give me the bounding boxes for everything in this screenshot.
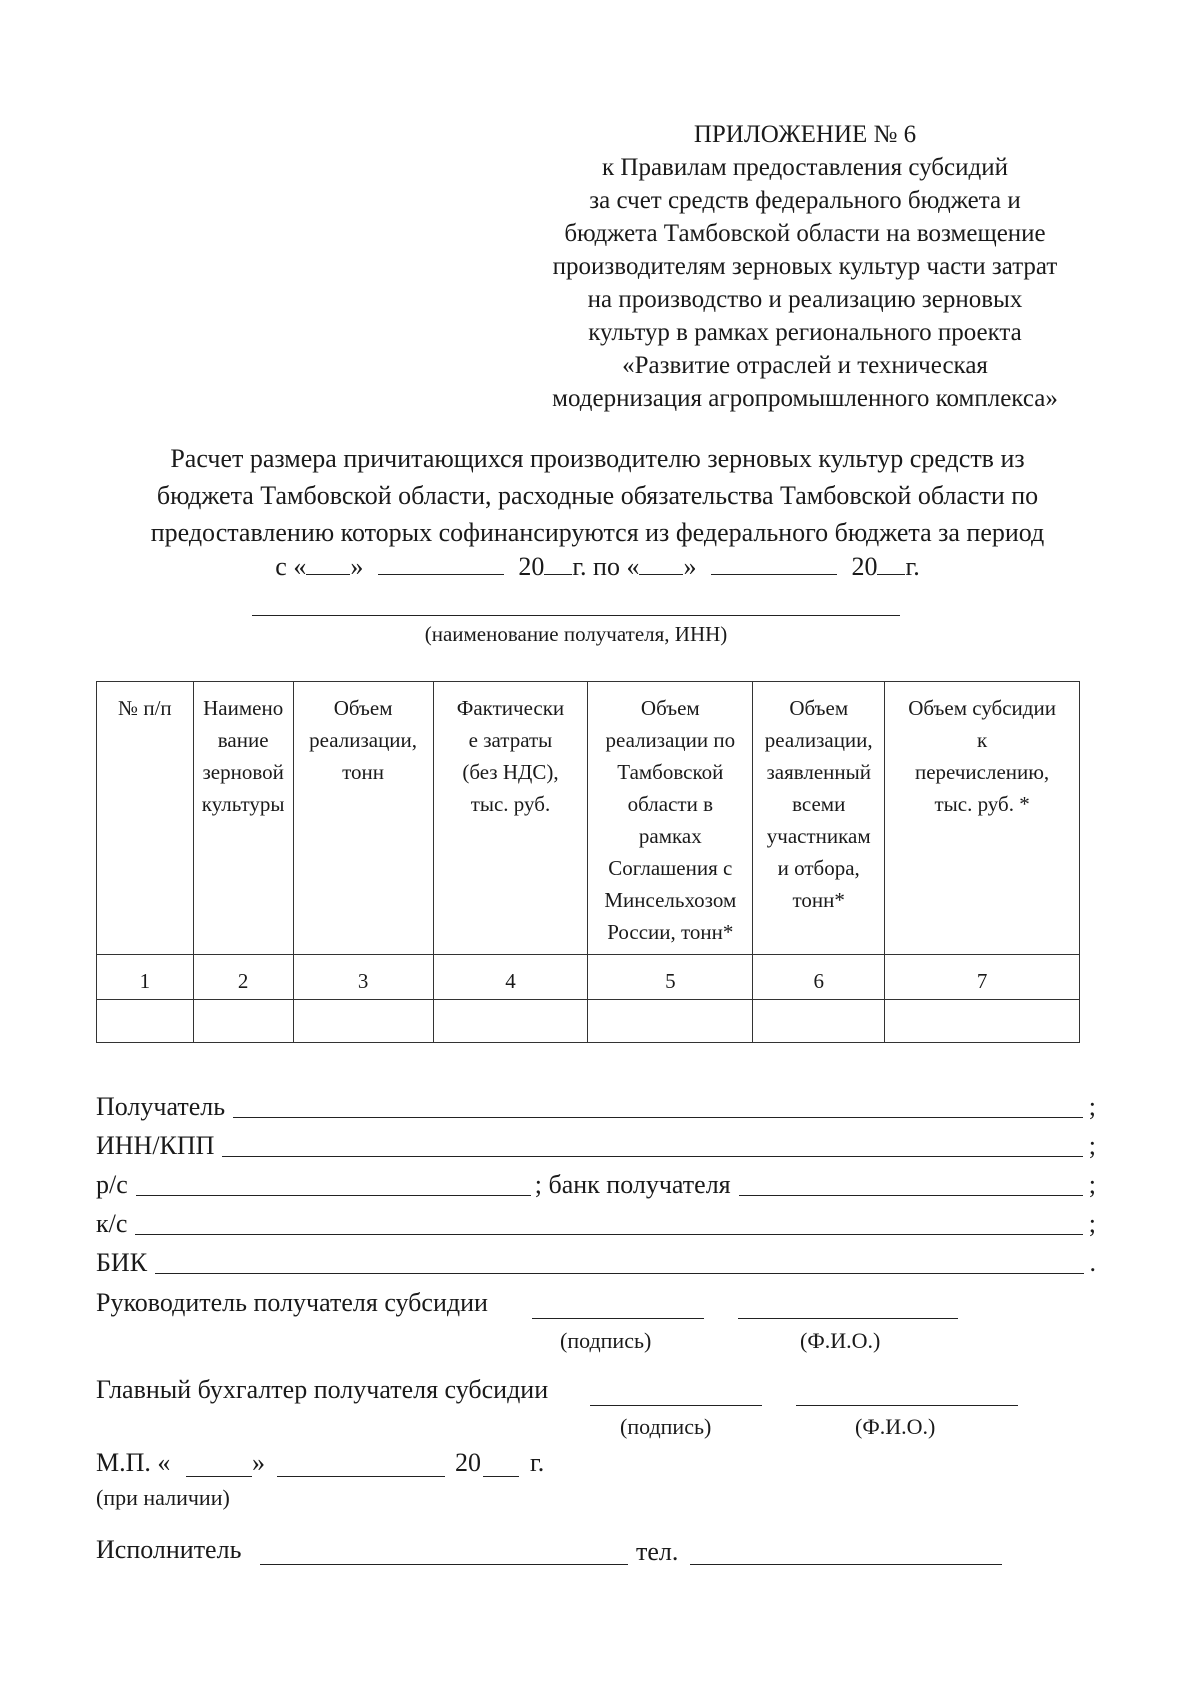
stamp-year-blank[interactable]: [483, 1475, 519, 1477]
semicolon: ;: [1088, 1170, 1096, 1199]
semicolon: ;: [1088, 1092, 1096, 1121]
header-cell: Объем реализации, тонн: [293, 682, 433, 955]
stamp-year: 20: [455, 1448, 481, 1477]
stamp-close: »: [252, 1448, 265, 1477]
quote-close: »: [350, 552, 364, 581]
quote-close: »: [683, 552, 697, 581]
bank-field[interactable]: [739, 1175, 1083, 1196]
executor-label: Исполнитель: [96, 1535, 242, 1564]
stamp-day-blank[interactable]: [186, 1475, 252, 1477]
corr-account-row: [96, 1209, 1096, 1239]
calculation-line: бюджета Тамбовской области, расходные обязательства Тамбовской области по: [156, 481, 1039, 510]
year-from-prefix: 20: [518, 552, 545, 581]
bank-label: ; банк получателя: [534, 1170, 731, 1199]
column-number: 2: [193, 955, 293, 1000]
account-field[interactable]: [136, 1175, 531, 1196]
day-from-blank[interactable]: [306, 552, 350, 575]
inn-kpp-row: [96, 1131, 1096, 1161]
head-name-line[interactable]: [738, 1317, 958, 1319]
appendix-header: [515, 118, 1095, 415]
appendix-line: культур в рамках регионального проекта: [588, 319, 1022, 346]
calculation-line: Расчет размера причитающихся производителю зерновых культур средств из: [170, 444, 1025, 473]
recipient-caption: (наименование получателя, ИНН): [424, 622, 728, 646]
corr-account-label: к/с: [96, 1209, 128, 1238]
table-number-row: [97, 955, 1080, 1000]
stamp-note: (при наличии): [96, 1485, 230, 1510]
signature-caption: (подпись): [560, 1328, 652, 1353]
recipient-row: [96, 1092, 1096, 1122]
bik-field[interactable]: [155, 1253, 1083, 1274]
year-from-suffix: г. по «: [572, 552, 640, 581]
calculation-title: [70, 440, 1125, 551]
appendix-line: на производство и реализацию зерновых: [587, 286, 1023, 313]
name-caption: (Ф.И.О.): [800, 1328, 881, 1353]
semicolon: ;: [1088, 1131, 1096, 1160]
column-number: 3: [293, 955, 433, 1000]
head-signature-line[interactable]: [532, 1317, 704, 1319]
column-number: 7: [885, 955, 1080, 1000]
account-label: р/с: [96, 1170, 128, 1199]
phone-field[interactable]: [690, 1563, 1002, 1565]
appendix-line: бюджета Тамбовской области на возмещение: [564, 220, 1046, 247]
day-to-blank[interactable]: [639, 552, 683, 575]
header-cell: Объем субсидии к перечислению, тыс. руб. *: [885, 682, 1080, 955]
appendix-line: «Развитие отраслей и техническая: [622, 352, 988, 379]
table-cell[interactable]: [97, 1000, 194, 1043]
recipient-field[interactable]: [233, 1097, 1083, 1118]
header-cell: Фактически е затраты (без НДС), тыс. руб.: [433, 682, 588, 955]
column-number: 4: [433, 955, 588, 1000]
header-cell: Наимено вание зерновой культуры: [193, 682, 293, 955]
appendix-line: производителям зерновых культур части затрат: [552, 253, 1058, 280]
column-number: 5: [588, 955, 753, 1000]
table-header-row: [97, 682, 1080, 955]
period-mark: .: [1089, 1248, 1096, 1277]
header-cell: № п/п: [97, 682, 194, 955]
year-to-blank[interactable]: [877, 552, 905, 575]
header-cell: Объем реализации, заявленный всеми участникам и отбора, тонн*: [753, 682, 885, 955]
year-to-suffix: г.: [905, 552, 920, 581]
stamp-prefix: М.П. «: [96, 1448, 171, 1477]
table-cell[interactable]: [293, 1000, 433, 1043]
recipient-label: Получатель: [96, 1092, 226, 1121]
period-from-prefix: с «: [275, 552, 307, 581]
inn-kpp-label: ИНН/КПП: [96, 1131, 215, 1160]
signature-caption: (подпись): [620, 1414, 712, 1439]
period-line: [70, 552, 1125, 582]
bik-row: [96, 1248, 1096, 1278]
chief-signature-line[interactable]: [590, 1404, 762, 1406]
inn-kpp-field[interactable]: [222, 1136, 1082, 1157]
semicolon: ;: [1088, 1209, 1096, 1238]
chief-name-line[interactable]: [796, 1404, 1018, 1406]
phone-label: тел.: [636, 1537, 679, 1566]
calculation-line: предоставлению которых софинансируются из федерального бюджета за период: [150, 518, 1045, 547]
stamp-month-blank[interactable]: [277, 1475, 445, 1477]
month-from-blank[interactable]: [378, 552, 504, 575]
table-cell[interactable]: [193, 1000, 293, 1043]
bik-label: БИК: [96, 1248, 148, 1277]
table-row: [97, 1000, 1080, 1043]
year-to-prefix: 20: [851, 552, 878, 581]
year-from-blank[interactable]: [544, 552, 572, 575]
table-cell[interactable]: [885, 1000, 1080, 1043]
column-number: 1: [97, 955, 194, 1000]
table-cell[interactable]: [753, 1000, 885, 1043]
appendix-title: ПРИЛОЖЕНИЕ № 6: [693, 121, 917, 148]
corr-account-field[interactable]: [135, 1214, 1082, 1235]
subsidy-table: [96, 681, 1080, 1043]
recipient-name-line[interactable]: [252, 615, 900, 616]
name-caption: (Ф.И.О.): [855, 1414, 936, 1439]
table-cell[interactable]: [588, 1000, 753, 1043]
head-label: Руководитель получателя субсидии: [96, 1288, 488, 1317]
appendix-line: за счет средств федерального бюджета и: [589, 187, 1021, 214]
executor-field[interactable]: [260, 1563, 628, 1565]
appendix-line: к Правилам предоставления субсидий: [602, 154, 1008, 181]
account-row: [96, 1170, 1096, 1200]
stamp-year-suffix: г.: [530, 1448, 545, 1477]
table-cell[interactable]: [433, 1000, 588, 1043]
month-to-blank[interactable]: [711, 552, 837, 575]
header-cell: Объем реализации по Тамбовской области в рамках Соглашения с Минсельхозом России, тонн*: [588, 682, 753, 955]
appendix-line: модернизация агропромышленного комплекса»: [552, 385, 1058, 412]
chief-accountant-label: Главный бухгалтер получателя субсидии: [96, 1375, 549, 1404]
column-number: 6: [753, 955, 885, 1000]
